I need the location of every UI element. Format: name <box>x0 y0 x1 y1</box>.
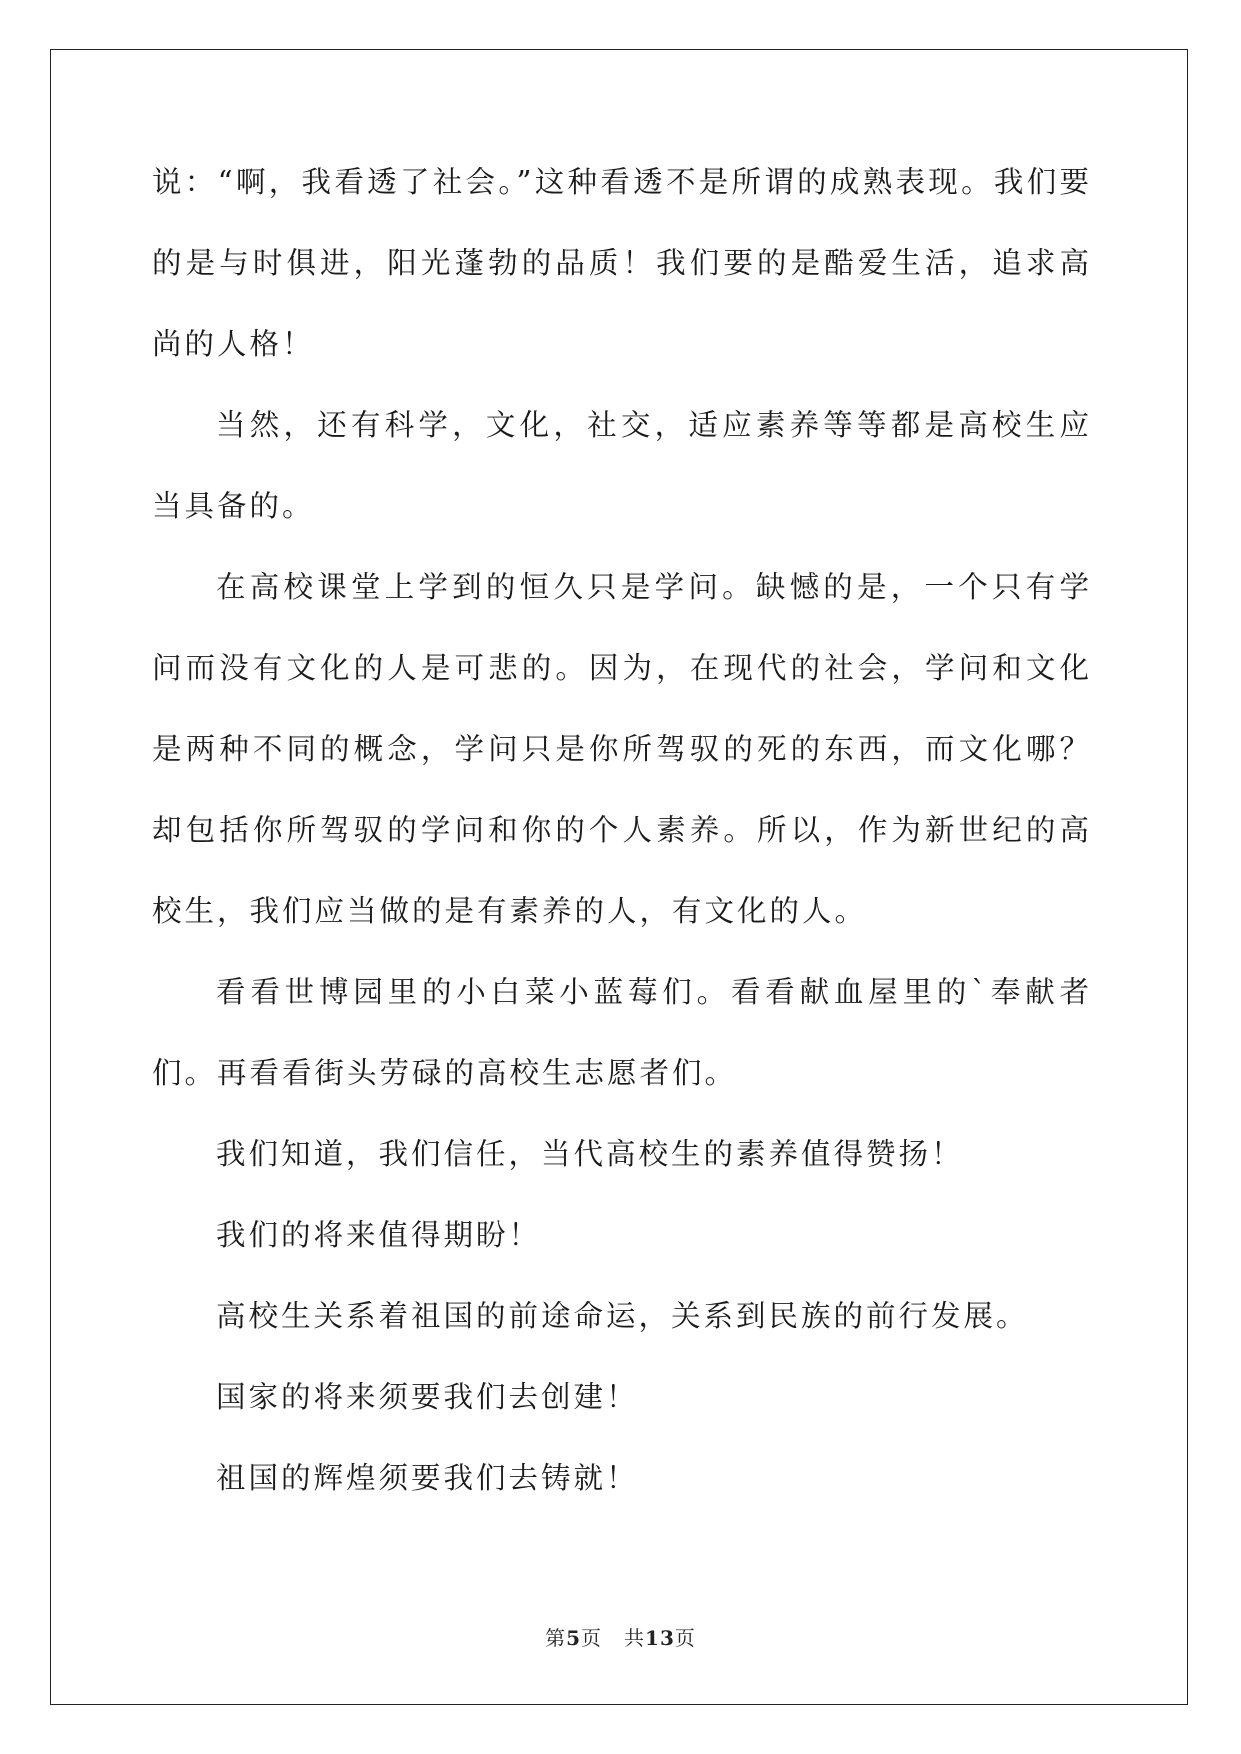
page-prefix: 第 <box>545 1626 567 1650</box>
total-suffix: 页 <box>674 1626 696 1650</box>
page-number: 5 <box>566 1626 582 1650</box>
page-footer <box>0 1622 1241 1651</box>
paragraph-7: 高校生关系着祖国的前途命运，关系到民族的前行发展。 <box>216 1299 1029 1333</box>
paragraph-1: 说：“啊，我看透了社会。”这种看透不是所谓的成熟表现。我们要的是与时俱进，阳光蓬勃的品质！我们要的是酷爱生活，追求高尚的人格！ <box>152 165 1092 361</box>
paragraph-9: 祖国的辉煌须要我们去铸就！ <box>216 1461 639 1495</box>
paragraph-5: 我们知道，我们信任，当代高校生的素养值得赞扬！ <box>216 1137 964 1171</box>
page-suffix: 页 <box>581 1626 603 1650</box>
document-body <box>152 164 1092 1519</box>
total-pages: 13 <box>645 1626 675 1650</box>
paragraph-3: 在高校课堂上学到的恒久只是学问。缺憾的是，一个只有学问而没有文化的人是可悲的。因为，在现代的社会，学问和文化是两种不同的概念，学问只是你所驾驭的死的东西，而文化哪？却包括你所驾驭的学问和你的个人素养。所以，作为新世纪的高校生，我们应当做的是有素养的人，有文化的人。 <box>152 570 1092 928</box>
paragraph-6: 我们的将来值得期盼！ <box>216 1218 542 1252</box>
paragraph-4: 看看世博园里的小白菜小蓝莓们。看看献血屋里的`奉献者们。再看看街头劳碌的高校生志愿者们。 <box>152 975 1092 1090</box>
total-prefix: 共 <box>624 1626 646 1650</box>
paragraph-8: 国家的将来须要我们去创建！ <box>216 1380 639 1414</box>
paragraph-2: 当然，还有科学，文化，社交，适应素养等等都是高校生应当具备的。 <box>152 408 1092 523</box>
